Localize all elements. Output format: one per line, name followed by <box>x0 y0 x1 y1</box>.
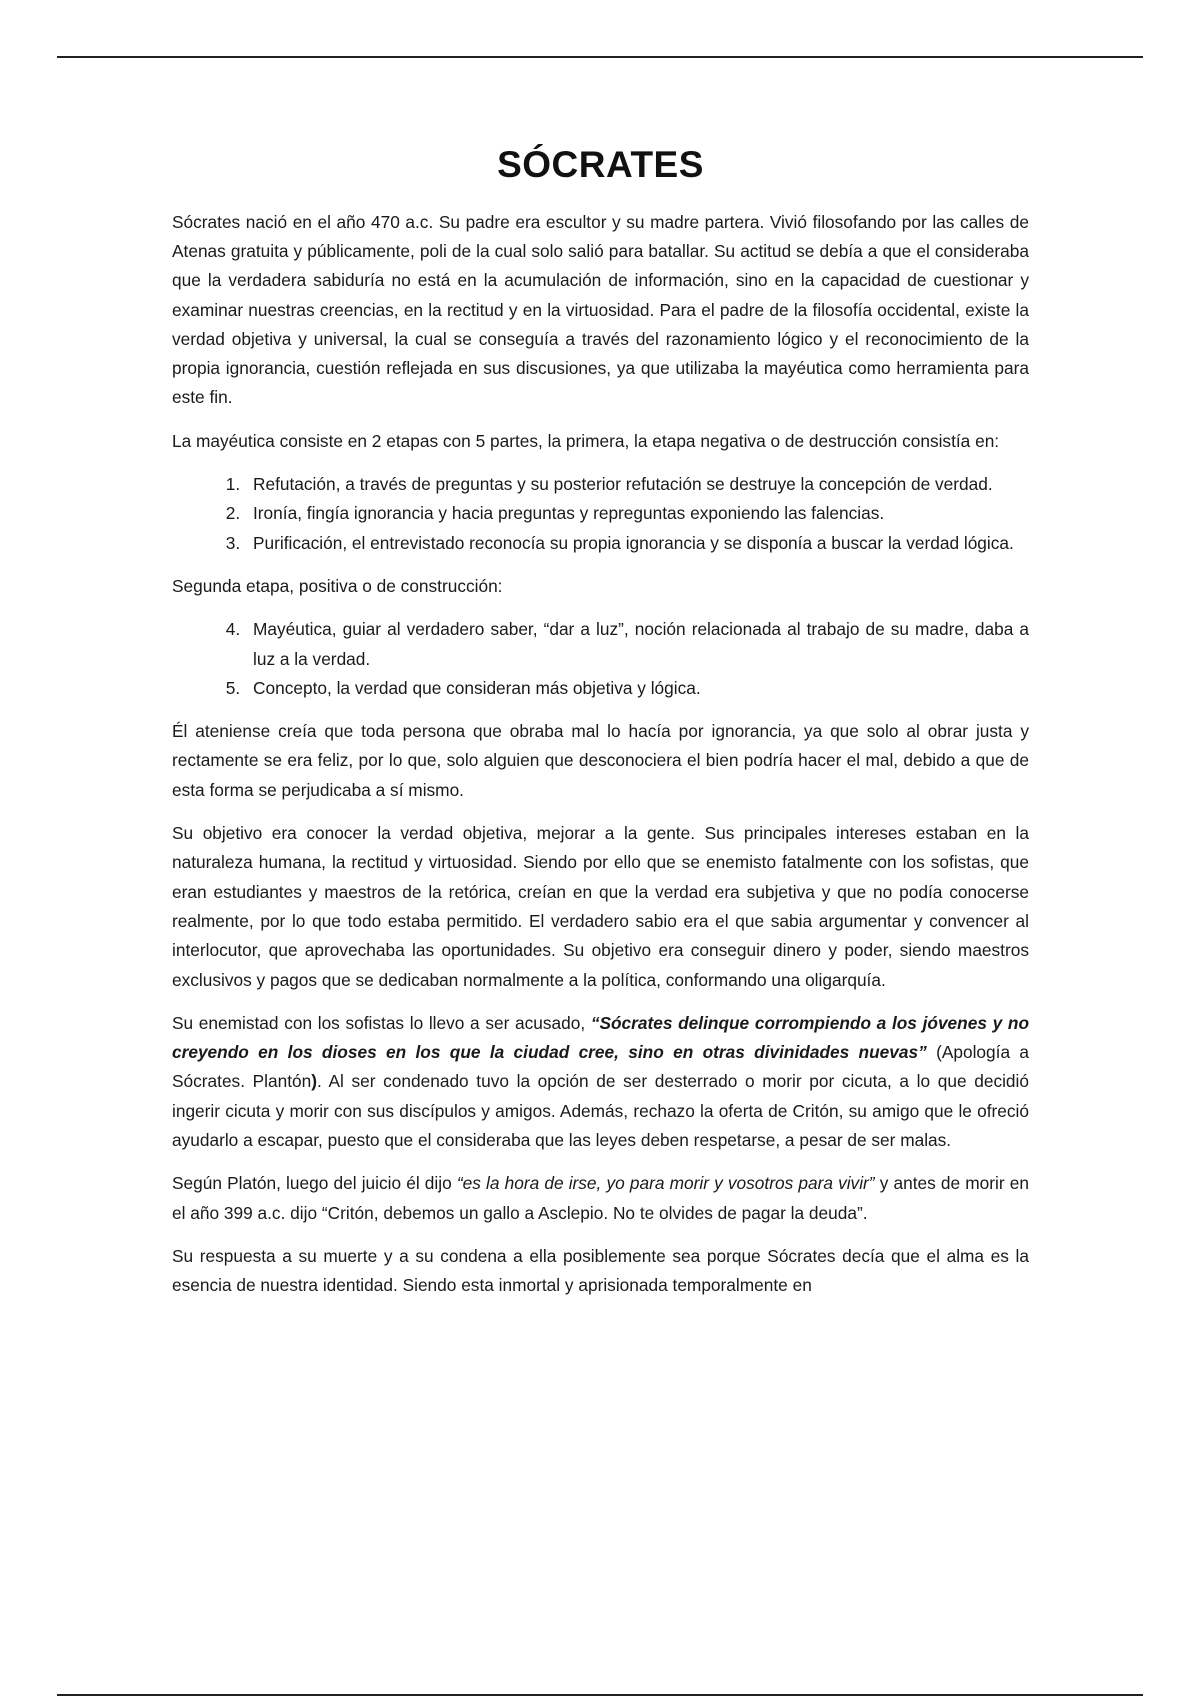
paragraph-intro: Sócrates nació en el año 470 a.c. Su padre era escultor y su madre partera. Vivió filosofando por las calles de Atenas gratuita y públicamente, poli de la cual solo salió para batallar. Su actitud se debía a que el consideraba que la verdadera sabiduría no está en la acumulación de información, sino en la capacidad de cuestionar y examinar nuestras creencias, en la rectitud y en la virtuosidad. Para el padre de la filosofía occidental, existe la verdad objetiva y universal, la cual se conseguía a través del razonamiento lógico y el reconocimiento de la propia ignorancia, cuestión reflejada en sus discusiones, ya que utilizaba la mayéutica como herramienta para este fin. <box>172 211 1029 408</box>
list-item: 2. Ironía, fingía ignorancia y hacia preguntas y repreguntas exponiendo las falencias. <box>245 499 1029 528</box>
farewell-quote: “es la hora de irse, yo para morir y vosotros para vivir” <box>456 1173 875 1194</box>
list-item: 3. Purificación, el entrevistado reconocía su propia ignorancia y se disponía a buscar la verdad lógica. <box>245 529 1029 558</box>
text-run: Según Platón, luego del juicio él dijo <box>172 1173 457 1194</box>
paragraph-ignorance: Él ateniense creía que toda persona que obraba mal lo hacía por ignorancia, ya que solo al obrar justa y rectamente se era feliz, por lo que, solo alguien que desconociera el bien podría hacer el mal, debido a que de esta forma se perjudicaba a sí mismo. <box>172 721 1029 800</box>
document-body <box>172 145 1029 1314</box>
paragraph-second-stage: Segunda etapa, positiva o de construcción: <box>172 575 503 596</box>
list-positive-stage <box>172 615 1029 703</box>
paragraph-soul: Su respuesta a su muerte y a su condena a ella posiblemente sea porque Sócrates decía que el alma es la esencia de nuestra identidad. Siendo esta inmortal y aprisionada temporalmente en <box>172 1245 1029 1296</box>
text-run: . Al ser condenado tuvo la opción de ser desterrado o morir por cicuta, a lo que decidió ingerir cicuta y morir con sus discípulos y amigos. Además, rechazo la oferta de Critón, su amigo que le ofreció ayudarlo a escapar, puesto que el consideraba que las leyes deben respetarse, a pesar de ser malas. <box>172 1071 1029 1150</box>
text-run: ) <box>311 1071 318 1092</box>
footer-rule <box>57 1694 1143 1696</box>
list-item: 1. Refutación, a través de preguntas y su posterior refutación se destruye la concepción de verdad. <box>245 470 1029 499</box>
document-title: SÓCRATES <box>497 144 704 185</box>
accusation-quote: “Sócrates delinque corrompiendo a los jóvenes y no creyendo en los dioses en los que la ciudad cree, sino en otras divinidades nuevas” <box>172 1012 1029 1063</box>
paragraph-last-words <box>172 1169 1029 1228</box>
paragraph-accusation <box>172 1009 1029 1155</box>
list-item: 5. Concepto, la verdad que consideran más objetiva y lógica. <box>245 674 1029 703</box>
text-run: (Apología a Sócrates. Plantón <box>172 1042 1029 1092</box>
list-item: 4. Mayéutica, guiar al verdadero saber, “dar a luz”, noción relacionada al trabajo de su madre, daba a luz a la verdad. <box>245 615 1029 674</box>
text-run: y antes de morir en el año 399 a.c. dijo “Critón, debemos un gallo a Asclepio. No te olvides de pagar la deuda”. <box>172 1173 1029 1223</box>
list-negative-stage <box>172 470 1029 558</box>
paragraph-sophists: Su objetivo era conocer la verdad objetiva, mejorar a la gente. Sus principales intereses estaban en la naturaleza humana, la rectitud y virtuosidad. Siendo por ello que se enemisto fatalmente con los sofistas, que eran estudiantes y maestros de la retórica, creían en que la verdad era subjetiva y que no podía conocerse realmente, por lo que todo estaba permitido. El verdadero sabio era el que sabia argumentar y convencer al interlocutor, que aprovechaba las oportunidades. Su objetivo era conseguir dinero y poder, siendo maestros exclusivos y pagos que se dedicaban normalmente a la política, conformando una oligarquía. <box>172 823 1029 990</box>
paragraph-mayeutica-intro: La mayéutica consiste en 2 etapas con 5 partes, la primera, la etapa negativa o de destrucción consistía en: <box>172 430 1000 451</box>
text-run: Su enemistad con los sofistas lo llevo a ser acusado, <box>172 1012 591 1033</box>
header-rule <box>57 56 1143 58</box>
